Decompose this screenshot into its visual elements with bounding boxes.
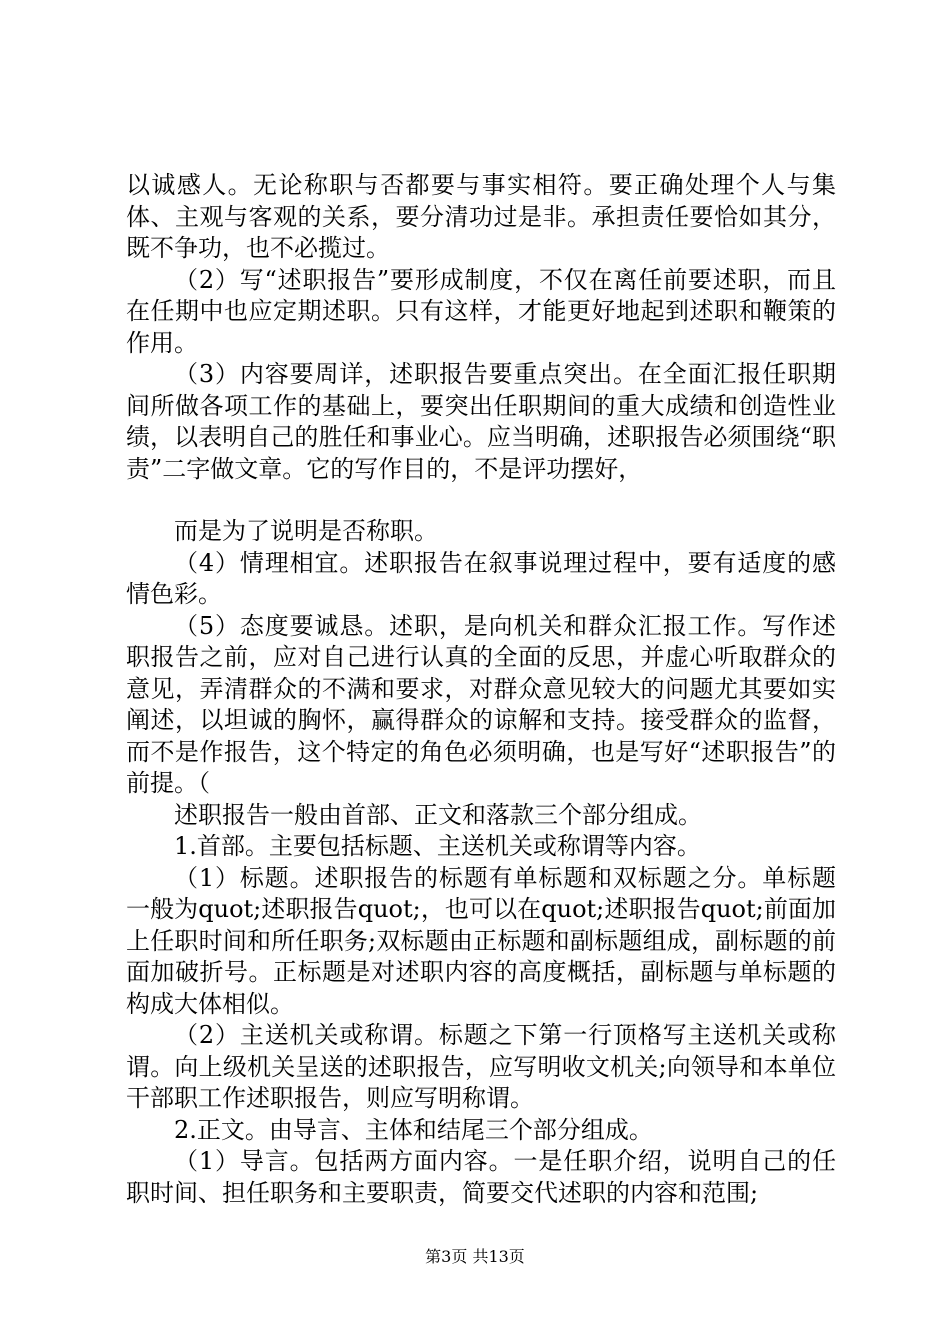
- paragraph-intro-item: （1）导言。包括两方面内容。一是任职介绍，说明自己的任职时间、担任职务和主要职责，简要交代述职的内容和范围;: [126, 1147, 836, 1207]
- page-footer: 第3页 共13页: [425, 1247, 525, 1266]
- paragraph-item-2: （2）写“述职报告”要形成制度，不仅在离任前要述职，而且在任期中也应定期述职。只有这样，才能更好地起到述职和鞭策的作用。: [126, 265, 836, 357]
- paragraph-item-3: （3）内容要周详，述职报告要重点突出。在全面汇报任职期间所做各项工作的基础上，要突出任职期间的重大成绩和创造性业绩，以表明自己的胜任和事业心。应当明确，述职报告必须围绕“职责”二字做文章。它的写作目的，不是评功摆好，: [126, 360, 836, 483]
- document-body: [126, 170, 836, 1209]
- paragraph-item-3-continued: 而是为了说明是否称职。: [174, 517, 438, 545]
- paragraph-recipient-item: （2）主送机关或称谓。标题之下第一行顶格写主送机关或称谓。向上级机关呈送的述职报告，应写明收文机关;向领导和本单位干部职工作述职报告，则应写明称谓。: [126, 1021, 836, 1112]
- paragraph-section-1-header: 1.首部。主要包括标题、主送机关或称谓等内容。: [174, 832, 701, 860]
- paragraph-item-4: （4）情理相宜。述职报告在叙事说理过程中，要有适度的感情色彩。: [126, 548, 836, 608]
- paragraph-continuation: 以诚感人。无论称职与否都要与事实相符。要正确处理个人与集体、主观与客观的关系，要分清功过是非。承担责任要恰如其分，既不争功，也不必揽过。: [126, 171, 836, 262]
- paragraph-item-5: （5）态度要诚恳。述职，是向机关和群众汇报工作。写作述职报告之前，应对自己进行认真的全面的反思，并虚心听取群众的意见，弄清群众的不满和要求，对群众意见较大的问题尤其要如实阐述，以坦诚的胸怀，赢得群众的谅解和支持。接受群众的监督，而不是作报告，这个特定的角色必须明确，也是写好“述职报告”的前提。（: [126, 611, 836, 797]
- paragraph-structure-intro: 述职报告一般由首部、正文和落款三个部分组成。: [174, 800, 702, 829]
- paragraph-title-item: （1）标题。述职报告的标题有单标题和双标题之分。单标题一般为quot;述职报告quot;，也可以在quot;述职报告quot;前面加上任职时间和所任职务;双标题由正标题和副标题组成，副标题的前面加破折号。正标题是对述职内容的高度概括，副标题与单标题的构成大体相似。: [126, 863, 836, 1018]
- paragraph-section-2-header: 2.正文。由导言、主体和结尾三个部分组成。: [174, 1115, 653, 1144]
